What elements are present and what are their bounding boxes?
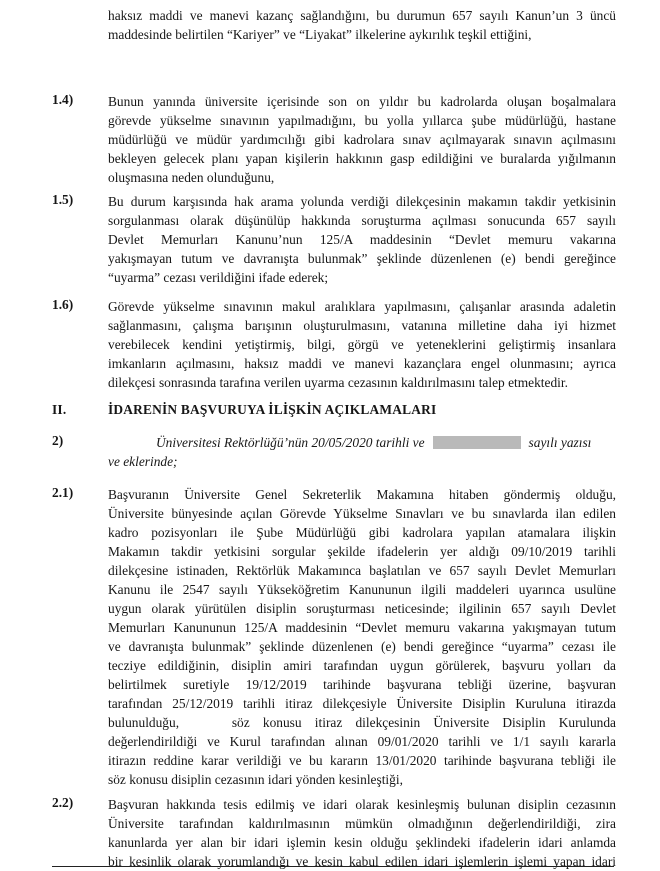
text-line: ve eklerinde; — [108, 454, 178, 469]
text-line: Başvuran hakkında tesis edilmiş ve idari olarak kesinleşmiş bulunan disiplin cezasının — [108, 797, 616, 812]
section-heading — [52, 402, 436, 418]
text-line: Bunun yanında üniversite içerisinde son on yıldır bu kadrolarda oluşan boşalmalara — [108, 94, 616, 109]
text-line: Makamın takdir yetkisini sorgular şekilde ifadelerin yer aldığı 09/10/2019 tarihli — [108, 544, 616, 559]
redacted-number — [433, 436, 521, 449]
text-line: Görevde yükselme sınavının makul aralıklara yapılmasını, çalışanlar arasında adaletin — [108, 299, 616, 314]
text-line: “uyarma” cezası verildiğini ifade ederek; — [108, 270, 329, 285]
section-number: II. — [52, 402, 67, 417]
text-line — [108, 433, 616, 452]
text-line: Üniversite tarafından kaldırılmasının mümkün olmadığının değerlendirildiği, zira — [108, 816, 616, 831]
text-line: dilekçesi sonrasında tarafına verilen uyarma cezasının kaldırılmasını talep etmektedir. — [108, 375, 568, 390]
intro-paragraph — [108, 6, 616, 44]
text-line: kadro pozisyonları ile Şube Müdürlüğü gibi kadrolara yapılan atamalara ilişkin — [108, 525, 616, 540]
paragraph-1-5 — [108, 192, 616, 287]
text-line: sorgulanması olarak düşünülüp hakkında soruşturma açılması sonucunda 657 sayılı — [108, 213, 616, 228]
reference-text: Üniversitesi Rektörlüğü’nün 20/05/2020 tarihli ve — [156, 435, 425, 450]
text-line: tarafından 25/12/2019 tarihli itiraz dilekçesiyle Üniversite Disiplin Kuruluna itirazda — [108, 696, 616, 711]
text-line: bekleyen gelecek planı yapan kişilerin hakkının gasp edildiğini ve buralarda yığılmanın — [108, 151, 616, 166]
text-line: sağlanmasını, çalışma barışının oluşturulmasını, vatanına milletine daha iyi hizmet — [108, 318, 616, 333]
text-line: tecziye edildiğinin, disiplin amiri tarafından uygun görülerek, başvuru yolları da — [108, 658, 616, 673]
section-title: İDARENİN BAŞVURUYA İLİŞKİN AÇIKLAMALARI — [108, 402, 437, 417]
text-line: Devlet Memurları Kanunu’nun 125/A maddesinin “Devlet memuru vakarına — [108, 232, 616, 247]
paragraph-number: 2) — [52, 433, 64, 448]
text-line: söz konusu disiplin cezasının idari yönden kesinleştiği, — [108, 772, 403, 787]
reference-text-end: sayılı yazısı — [528, 435, 592, 450]
text-line: Üniversite bünyesinde açılan Görevde Yükselme Sınavları ve bu sınavlarda ilan edilen — [108, 506, 616, 521]
text-line: yakışmayan tutum ve davranışta bulunmak” şeklinde düzenlenen (e) bendi gereğince — [108, 251, 616, 266]
text-line: oluşmasına neden olunduğunu, — [108, 170, 275, 185]
text-line: dilekçesine istinaden, Rektörlük Makamınca başlatılan ve 657 sayılı Devlet Memurları — [108, 563, 616, 578]
paragraph-number: 1.5) — [52, 192, 74, 207]
text-line: itirazın reddine karar verildiği ve bu kararın 13/01/2020 tarihinde başvurana tebliği ile — [108, 753, 616, 768]
page-bottom-rule — [52, 866, 614, 867]
paragraph-number: 2.1) — [52, 485, 74, 500]
paragraph-1-4 — [108, 92, 616, 187]
text-line: ve davranışta bulunmak” şeklinde düzenlenen (e) bendi gereğince “uyarma” cezası ile — [108, 639, 616, 654]
text-line: kanunlarda yer alan bir idari işlemin kesin olduğu şeklindeki ifadelerin idari anlamda — [108, 835, 616, 850]
paragraph-1-6 — [108, 297, 616, 392]
text-line: imkanların açılmasını, haksız maddi ve manevi kazançlara engel olunmasını; ayrıca — [108, 356, 616, 371]
paragraph-2-1 — [108, 485, 616, 789]
paragraph-number: 1.6) — [52, 297, 74, 312]
text-line: görevde yükselme sınavının yapılmadığını, bu yolla yıllarca şube müdürlüğü, hastane — [108, 113, 616, 128]
paragraph-2 — [108, 433, 616, 471]
text-line: haksız maddi ve manevi kazanç sağlandığını, bu durumun 657 sayılı Kanun’un 3 üncü — [108, 8, 616, 23]
text-line: uygun olarak yürütülen disiplin soruşturması neticesinde; ilgilinin 657 sayılı Devlet — [108, 601, 616, 616]
text-line: verebilecek kendini yetiştirmiş, bilgi, görgü ve yeteneklerini geliştirmiş insanlara — [108, 337, 616, 352]
text-line: müdürlüğü ve müdür yardımcılığı gibi kadrolara sınav açılmayarak sınavın açılmasını — [108, 132, 616, 147]
paragraph-number: 2.2) — [52, 795, 74, 810]
text-line: Bu durum karşısında hak arama yolunda verdiği dilekçesinin makamın takdir yetkisinin — [108, 194, 616, 209]
paragraph-number: 1.4) — [52, 92, 74, 107]
text-line: maddesinde belirtilen “Kariyer” ve “Liyakat” ilkelerine aykırılık teşkil ettiğini, — [108, 27, 532, 42]
text-line: Başvuranın Üniversite Genel Sekreterlik Makamına hitaben göndermiş olduğu, — [108, 487, 616, 502]
text-line: bir kesinlik olarak yorumlandığı ve kesin kabul edilen idari işlemlerin işlemi yapan idari — [108, 854, 616, 869]
text-line: Memurları Kanununun 125/A maddesinin “Devlet memuru vakarına yakışmayan tutum — [108, 620, 616, 635]
paragraph-2-2 — [108, 795, 616, 871]
text-line: belirtilmek suretiyle 19/12/2019 tarihinde başvurana tebliği üzerine, başvuran — [108, 677, 616, 692]
text-line: değerlendirildiği ve Kurul tarafından alınan 09/01/2020 tarihli ve 1/1 sayılı kararla — [108, 734, 616, 749]
text-line: Kanunu ile 2547 sayılı Yükseköğretim Kanununun ilgili maddeleri uyarınca usulüne — [108, 582, 616, 597]
text-line: bulunulduğu, söz konusu itiraz dilekçesinin Üniversite Disiplin Kurulunda — [108, 715, 616, 730]
